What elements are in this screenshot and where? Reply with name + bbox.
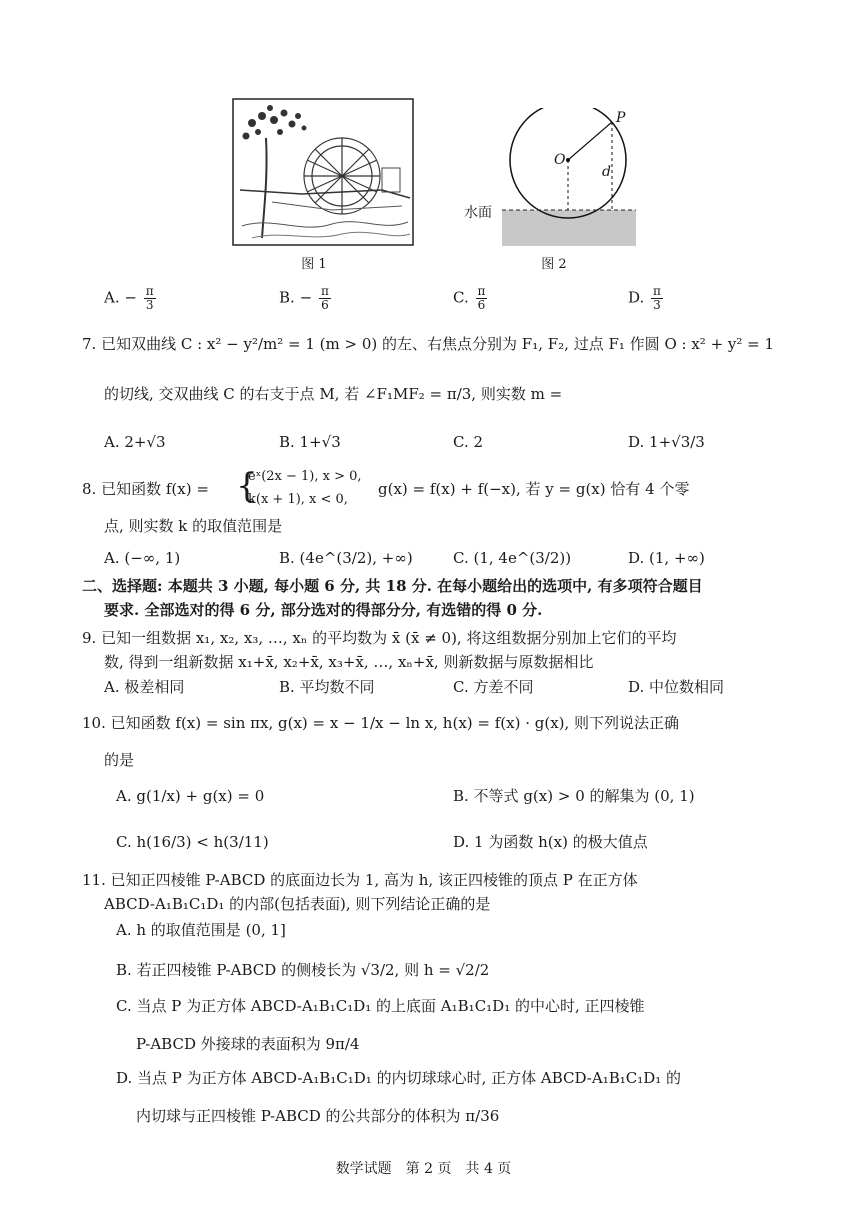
q7-option-c[interactable]: C. 2 (453, 433, 484, 451)
q10-stem-line2: 的是 (104, 751, 135, 769)
q11-stem-line2: ABCD-A₁B₁C₁D₁ 的内部(包括表面), 则下列结论正确的是 (104, 895, 491, 913)
distance-d-label: d (602, 164, 611, 180)
q10-option-d[interactable]: D. 1 为函数 h(x) 的极大值点 (453, 833, 648, 851)
q8-case-1: eˣ(2x − 1), x > 0, (248, 469, 362, 484)
q7-stem-line1: 7. 已知双曲线 C : x² − y²/m² = 1 (m > 0) 的左、右焦点分别为 F₁, F₂, 过点 F₁ 作圆 O : x² + y² = 1 (82, 335, 775, 353)
q9-option-c[interactable]: C. 方差不同 (453, 678, 534, 696)
q11-option-c-line2: P-ABCD 外接球的表面积为 9π/4 (136, 1035, 360, 1053)
q7-option-a[interactable]: A. 2+√3 (104, 433, 166, 451)
q8-stem-line1b: g(x) = f(x) + f(−x), 若 y = g(x) 恰有 4 个零 (378, 480, 690, 498)
page-footer: 数学试题 第 2 页 共 4 页 (335, 1161, 512, 1177)
q8-option-c[interactable]: C. (1, 4e^(3/2)) (453, 549, 572, 567)
point-p-label: P (616, 110, 626, 126)
q8-option-a[interactable]: A. (−∞, 1) (104, 549, 181, 567)
q6-option-a[interactable]: A. − $\frac{\pi}{3}$ (104, 284, 154, 312)
figure-2-caption: 图 2 (541, 257, 567, 272)
q11-option-a[interactable]: A. h 的取值范围是 (0, 1] (116, 921, 286, 939)
water-surface-label: 水面 (464, 205, 492, 221)
q9-option-b[interactable]: B. 平均数不同 (279, 678, 375, 696)
q6-option-b[interactable]: B. − $\frac{\pi}{6}$ (279, 284, 329, 312)
q11-option-d-line2: 内切球与正四棱锥 P-ABCD 的公共部分的体积为 π/36 (136, 1107, 500, 1125)
q7-option-b[interactable]: B. 1+√3 (279, 433, 341, 451)
waterwheel-illustration (232, 98, 414, 246)
q8-piecewise-brace: { (236, 466, 258, 506)
circle-water-diagram (462, 108, 642, 248)
q9-stem-line1: 9. 已知一组数据 x₁, x₂, x₃, …, xₙ 的平均数为 x̄ (x̄ ≠ 0), 将这组数据分别加上它们的平均 (82, 629, 677, 647)
q10-option-a[interactable]: A. g(1/x) + g(x) = 0 (116, 787, 265, 805)
q9-stem-line2: 数, 得到一组新数据 x₁+x̄, x₂+x̄, x₃+x̄, …, xₙ+x̄, 则新数据与原数据相比 (104, 653, 594, 671)
q11-option-d-line1[interactable]: D. 当点 P 为正方体 ABCD-A₁B₁C₁D₁ 的内切球球心时, 正方体 ABCD-A₁B₁C₁D₁ 的 (116, 1069, 682, 1087)
q8-stem-line1a: 8. 已知函数 f(x) = (82, 480, 209, 498)
section-2-heading-line1: 二、选择题: 本题共 3 小题, 每小题 6 分, 共 18 分. 在每小题给出的选项中, 有多项符合题目 (82, 577, 703, 595)
q8-option-d[interactable]: D. (1, +∞) (628, 549, 705, 567)
q8-stem-line2: 点, 则实数 k 的取值范围是 (104, 517, 283, 535)
figure-2 (462, 108, 642, 248)
q8-case-2: k(x + 1), x < 0, (248, 492, 348, 507)
q11-option-b[interactable]: B. 若正四棱锥 P-ABCD 的侧棱长为 √3/2, 则 h = √2/2 (116, 961, 490, 979)
section-2-heading-line2: 要求. 全部选对的得 6 分, 部分选对的得部分分, 有选错的得 0 分. (104, 601, 543, 619)
q6-option-c[interactable]: C. $\frac{\pi}{6}$ (453, 284, 486, 312)
q10-stem-line1: 10. 已知函数 f(x) = sin πx, g(x) = x − 1/x − ln x, h(x) = f(x) · g(x), 则下列说法正确 (82, 714, 680, 732)
q10-option-c[interactable]: C. h(16/3) < h(3/11) (116, 833, 269, 851)
q9-option-d[interactable]: D. 中位数相同 (628, 678, 725, 696)
q10-option-b[interactable]: B. 不等式 g(x) > 0 的解集为 (0, 1) (453, 787, 695, 805)
figure-1-caption: 图 1 (301, 257, 327, 272)
q7-stem-line2: 的切线, 交双曲线 C 的右支于点 M, 若 ∠F₁MF₂ = π/3, 则实数 m = (104, 385, 563, 403)
q11-option-c-line1[interactable]: C. 当点 P 为正方体 ABCD-A₁B₁C₁D₁ 的上底面 A₁B₁C₁D₁ 的中心时, 正四棱锥 (116, 997, 645, 1015)
point-o-label: O (554, 152, 566, 168)
q6-option-d[interactable]: D. $\frac{\pi}{3}$ (628, 284, 661, 312)
q8-option-b[interactable]: B. (4e^(3/2), +∞) (279, 549, 413, 567)
q7-option-d[interactable]: D. 1+√3/3 (628, 433, 705, 451)
figure-1 (232, 98, 414, 246)
q9-option-a[interactable]: A. 极差相同 (104, 678, 185, 696)
q11-stem-line1: 11. 已知正四棱锥 P-ABCD 的底面边长为 1, 高为 h, 该正四棱锥的顶点 P 在正方体 (82, 871, 638, 889)
